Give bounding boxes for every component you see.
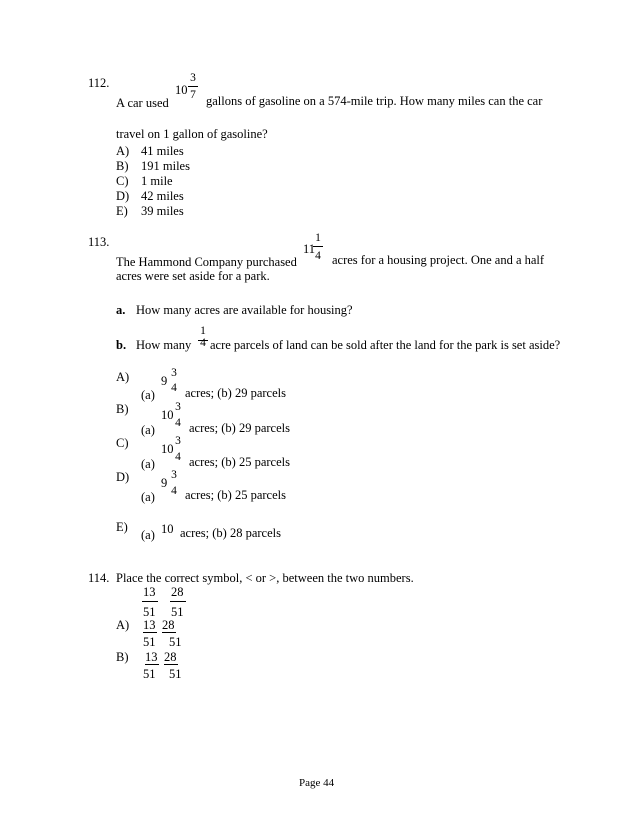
option-letter: B)	[116, 159, 129, 173]
option-text: acres; (b) 25 parcels	[189, 455, 290, 469]
option-letter: C)	[116, 436, 129, 450]
fraction-numerator: 3	[175, 401, 181, 413]
option-part-a: (a)	[141, 388, 155, 402]
fraction-denominator: 51	[171, 605, 184, 619]
question-number: 113.	[88, 235, 110, 249]
fraction-numerator: 28	[171, 585, 184, 599]
mixed-whole: 10	[161, 442, 174, 456]
fraction-denominator: 51	[169, 667, 182, 681]
option-text: 41 miles	[141, 144, 184, 158]
fraction-bar	[313, 246, 323, 247]
option-text: acres; (b) 29 parcels	[185, 386, 286, 400]
fraction-denominator: 51	[169, 635, 182, 649]
question-text: Place the correct symbol, < or >, between the two numbers.	[116, 571, 414, 585]
fraction-denominator: 4	[171, 485, 177, 497]
question-text: acres for a housing project. One and a half	[332, 253, 545, 267]
option-letter: B)	[116, 402, 129, 416]
mixed-whole: 10	[161, 408, 174, 422]
option-text: acres; (b) 28 parcels	[180, 526, 281, 540]
fraction-denominator: 51	[143, 635, 156, 649]
option-text: 191 miles	[141, 159, 190, 173]
fraction-denominator: 7	[190, 89, 196, 101]
fraction-bar	[188, 86, 198, 87]
question-lead: The Hammond Company purchased	[116, 255, 297, 269]
option-letter: B)	[116, 650, 129, 664]
part-b-label: b.	[116, 338, 127, 352]
option-letter: E)	[116, 520, 128, 534]
fraction-numerator: 3	[175, 435, 181, 447]
fraction-denominator: 4	[175, 417, 181, 429]
fraction-numerator: 13	[145, 650, 158, 664]
option-text: 39 miles	[141, 204, 184, 218]
page-number: Page 44	[299, 777, 335, 789]
option-letter: A)	[116, 370, 130, 384]
fraction-numerator: 1	[200, 325, 206, 337]
mixed-whole: 11	[303, 242, 316, 256]
option-text: acres; (b) 25 parcels	[185, 488, 286, 502]
part-a-text: How many acres are available for housing?	[136, 303, 353, 317]
fraction-numerator: 1	[315, 232, 321, 244]
fraction-numerator: 3	[171, 367, 177, 379]
fraction-bar	[143, 632, 157, 633]
fraction-bar	[145, 664, 159, 665]
option-letter: D)	[116, 470, 130, 484]
option-letter: A)	[116, 618, 130, 632]
part-b-text: acre parcels of land can be sold after the land for the park is set aside?	[210, 338, 561, 352]
fraction-denominator: 4	[315, 250, 321, 262]
question-lead: A car used	[116, 96, 169, 110]
question-text-line2: acres were set aside for a park.	[116, 269, 270, 283]
fraction-denominator: 4	[200, 337, 206, 349]
question-number: 112.	[88, 76, 110, 90]
fraction-bar	[162, 632, 176, 633]
fraction-denominator: 51	[143, 667, 156, 681]
part-a-label: a.	[116, 303, 126, 317]
question-number: 114.	[88, 571, 110, 585]
fraction-bar	[164, 664, 178, 665]
mixed-whole: 10	[175, 83, 188, 97]
option-part-a: (a)	[141, 528, 155, 542]
fraction-bar	[142, 601, 158, 602]
fraction-bar	[170, 601, 186, 602]
fraction-numerator: 28	[164, 650, 177, 664]
fraction-denominator: 4	[171, 382, 177, 394]
option-letter: C)	[116, 174, 129, 188]
fraction-numerator: 28	[162, 618, 175, 632]
option-letter: D)	[116, 189, 130, 203]
option-part-a: (a)	[141, 490, 155, 504]
option-text: 42 miles	[141, 189, 184, 203]
part-b-lead: How many	[136, 338, 192, 352]
fraction-denominator: 4	[175, 451, 181, 463]
option-part-a: (a)	[141, 457, 155, 471]
fraction-numerator: 13	[143, 585, 156, 599]
fraction-numerator: 3	[171, 469, 177, 481]
fraction-denominator: 51	[143, 605, 156, 619]
option-letter: E)	[116, 204, 128, 218]
option-text: 1 mile	[141, 174, 173, 188]
option-letter: A)	[116, 144, 130, 158]
mixed-whole: 9	[161, 476, 168, 490]
fraction-numerator: 13	[143, 618, 156, 632]
question-text: gallons of gasoline on a 574-mile trip. How many miles can the car	[206, 94, 543, 108]
option-text: acres; (b) 29 parcels	[189, 421, 290, 435]
question-text-line2: travel on 1 gallon of gasoline?	[116, 127, 268, 141]
mixed-whole: 9	[161, 374, 168, 388]
fraction-numerator: 3	[190, 72, 196, 84]
mixed-whole: 10	[161, 522, 174, 536]
option-part-a: (a)	[141, 423, 155, 437]
